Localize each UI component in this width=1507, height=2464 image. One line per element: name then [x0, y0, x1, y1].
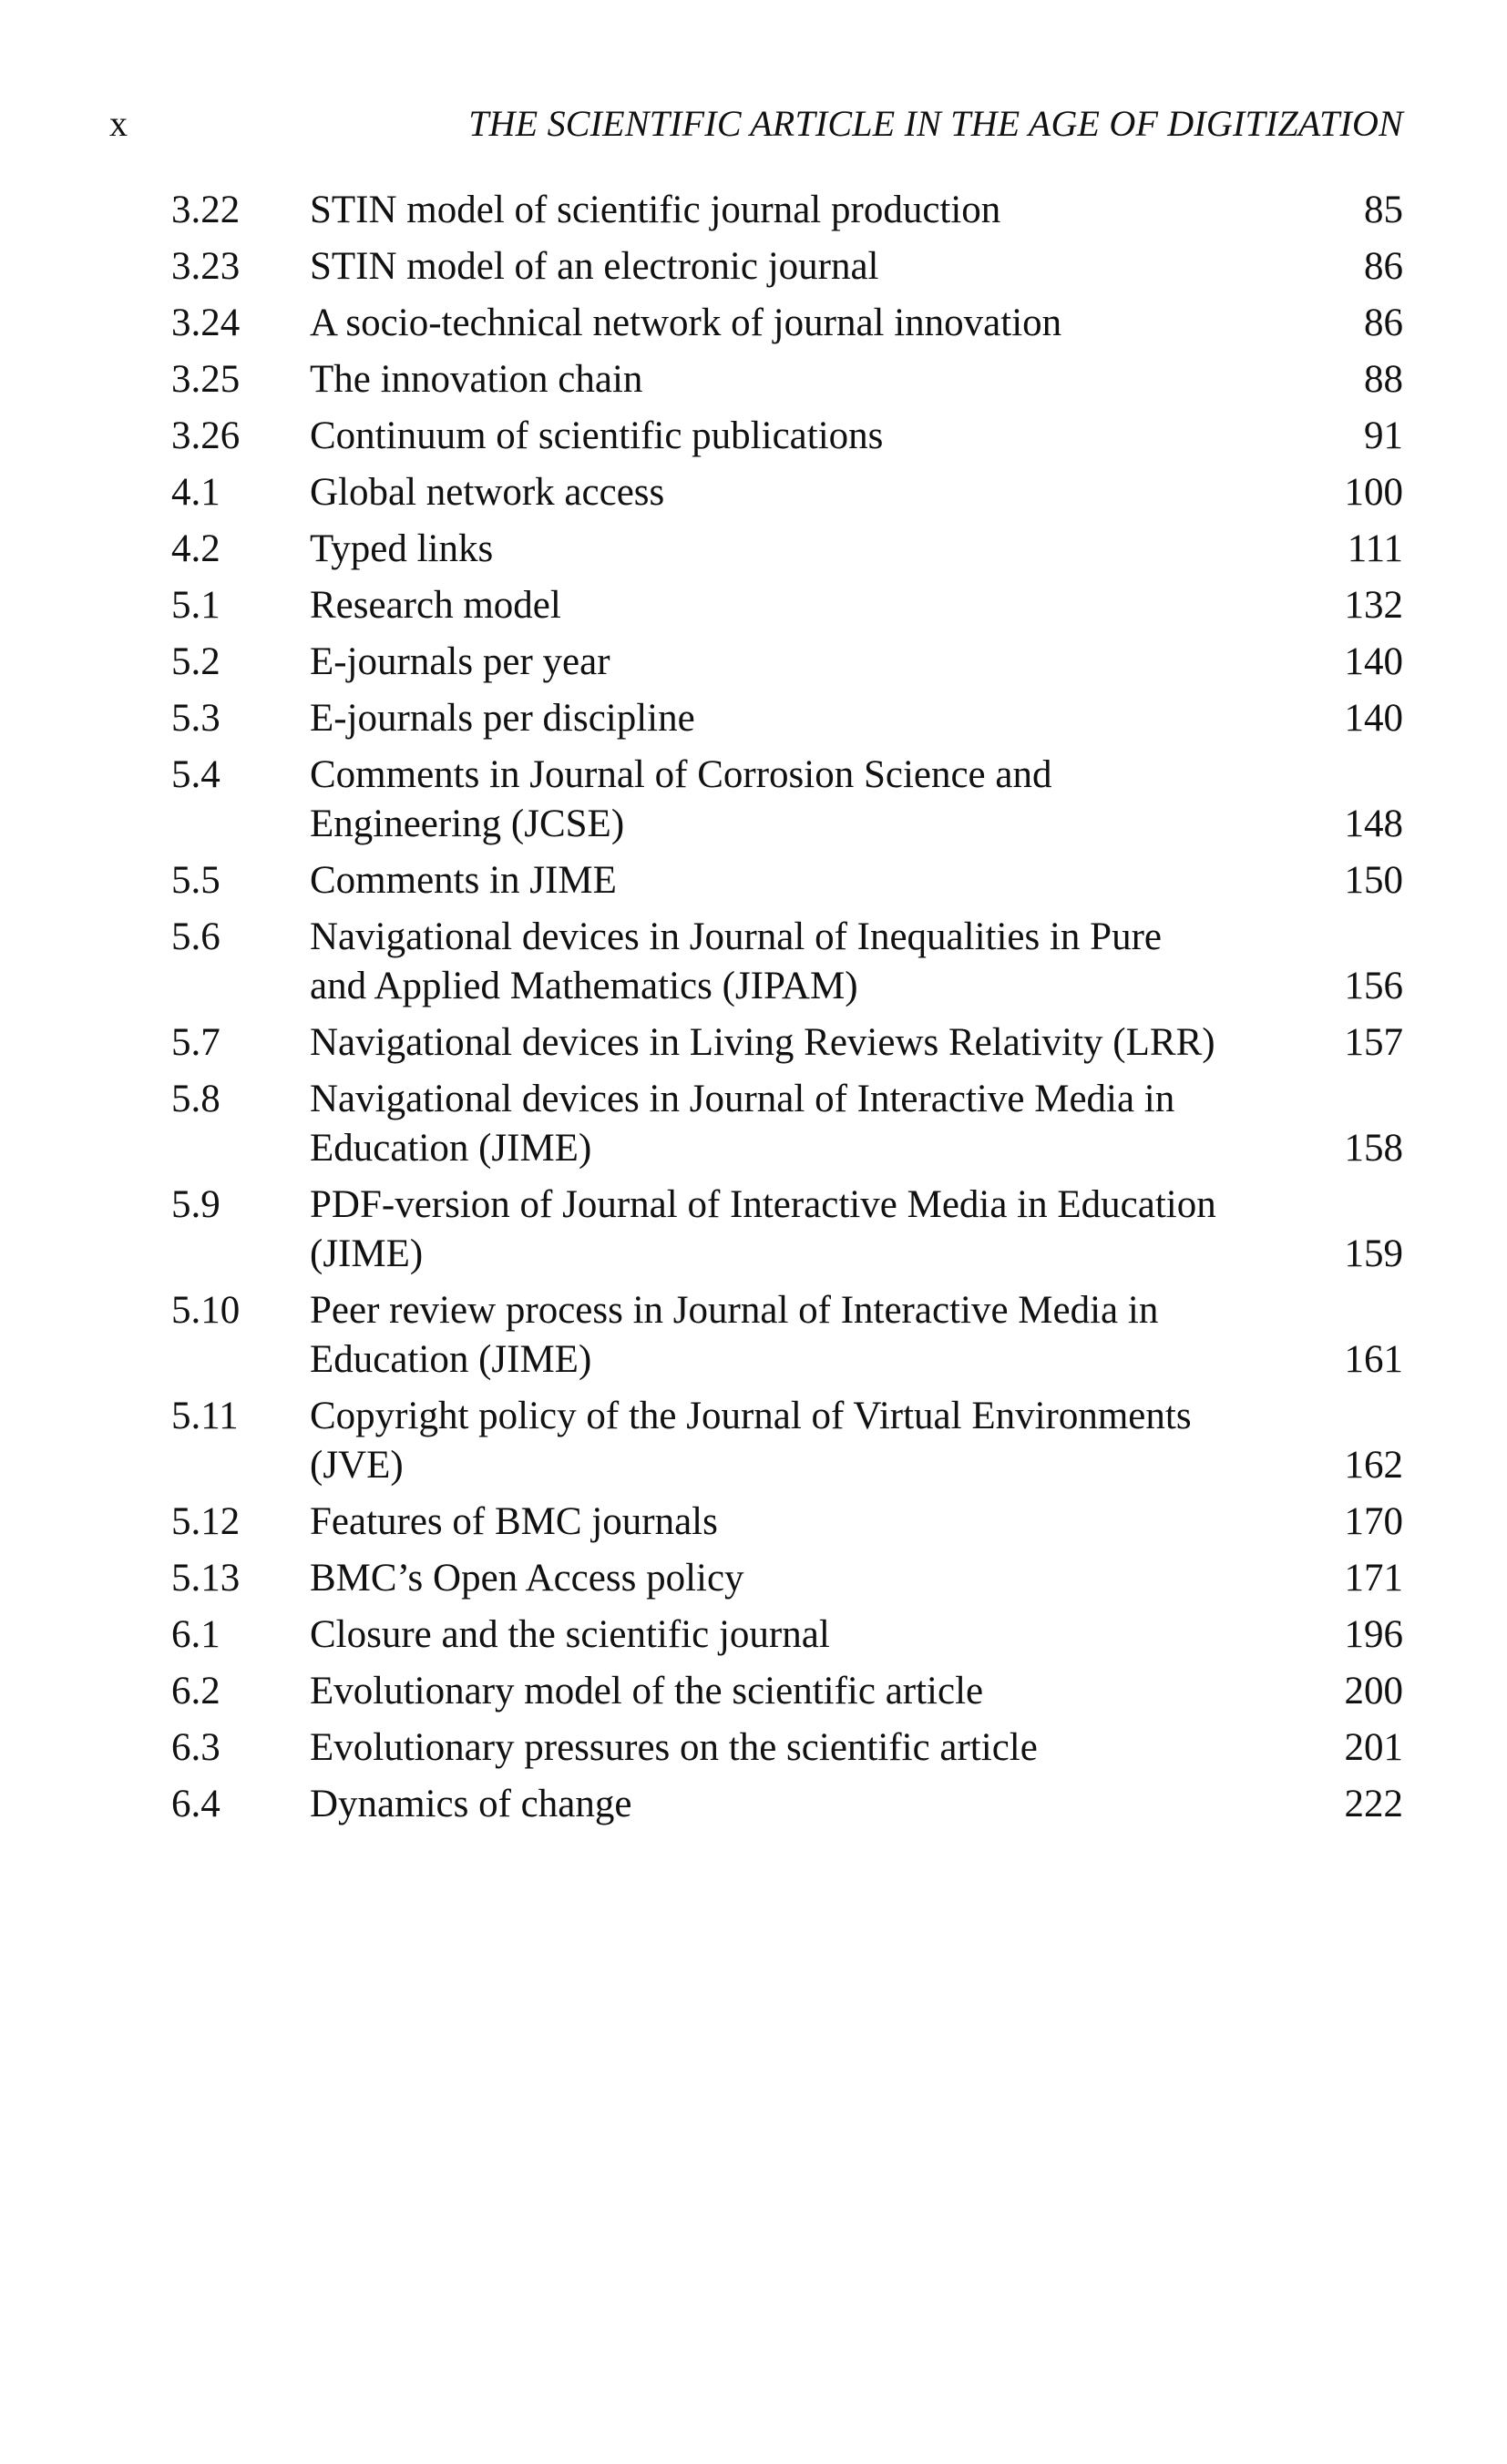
toc-entry [171, 1554, 1403, 1603]
entry-number: 4.1 [171, 471, 220, 514]
entry-page: 200 [1344, 1670, 1403, 1713]
toc-entry [171, 581, 1403, 630]
entry-number: 5.11 [171, 1395, 239, 1437]
toc-entry [171, 638, 1403, 687]
entry-page: 100 [1344, 471, 1403, 514]
entry-title: Features of BMC journals [310, 1500, 718, 1543]
toc-entry [171, 1286, 1403, 1385]
entry-page: 86 [1364, 245, 1403, 288]
entry-number: 5.12 [171, 1500, 241, 1543]
entry-title: E-journals per discipline [310, 697, 695, 740]
entry-title: STIN model of an electronic journal [310, 245, 879, 288]
toc-entry [171, 1075, 1403, 1173]
entry-title: E-journals per year [310, 640, 610, 683]
entry-number: 5.10 [171, 1289, 241, 1332]
entry-number: 6.2 [171, 1670, 220, 1713]
entry-page: 111 [1347, 527, 1403, 570]
entry-title: BMC’s Open Access policy [310, 1557, 744, 1600]
entry-number: 5.5 [171, 859, 220, 902]
entry-number: 3.25 [171, 358, 241, 401]
entry-number: 3.24 [171, 302, 241, 344]
entry-title: Evolutionary pressures on the scientific article [310, 1726, 1038, 1769]
toc-entry [171, 1181, 1403, 1279]
entry-number: 5.2 [171, 640, 220, 683]
toc-entry [171, 1498, 1403, 1547]
toc-entry [171, 1780, 1403, 1829]
entry-number: 5.9 [171, 1183, 220, 1226]
entry-title: Copyright policy of the Journal of Virtual Environments (JVE) [310, 1395, 1192, 1487]
toc-entry [171, 913, 1403, 1011]
entry-number: 5.1 [171, 584, 220, 627]
toc-entry [171, 299, 1403, 348]
entry-title: The innovation chain [310, 358, 643, 401]
toc-entry [171, 1610, 1403, 1660]
entry-page: 222 [1344, 1783, 1403, 1825]
entry-title: Continuum of scientific publications [310, 414, 884, 457]
toc-entry [171, 856, 1403, 905]
toc-entry [171, 1018, 1403, 1068]
running-head [109, 98, 1403, 149]
entry-number: 5.13 [171, 1557, 241, 1600]
entry-title: A socio-technical network of journal innovation [310, 302, 1062, 344]
entry-number: 5.4 [171, 753, 220, 796]
toc-entry [171, 242, 1403, 291]
entry-page: 170 [1344, 1500, 1403, 1543]
entry-title: PDF-version of Journal of Interactive Media in Education (JIME) [310, 1183, 1216, 1275]
entry-page: 161 [1344, 1338, 1403, 1381]
toc-entry [171, 525, 1403, 574]
toc-entry [171, 1667, 1403, 1716]
toc-entry [171, 694, 1403, 743]
entry-page: 159 [1344, 1232, 1403, 1275]
toc-entry [171, 1723, 1403, 1773]
list-of-figures [171, 186, 1403, 1836]
entry-number: 6.4 [171, 1783, 220, 1825]
entry-page: 156 [1344, 965, 1403, 1007]
toc-entry [171, 355, 1403, 404]
entry-page: 91 [1364, 414, 1403, 457]
entry-number: 5.6 [171, 915, 220, 958]
toc-entry [171, 1392, 1403, 1490]
entry-number: 6.3 [171, 1726, 220, 1769]
entry-title: STIN model of scientific journal production [310, 189, 1001, 231]
toc-entry [171, 412, 1403, 461]
entry-page: 132 [1344, 584, 1403, 627]
book-title: THE SCIENTIFIC ARTICLE IN THE AGE OF DIGITIZATION [468, 103, 1403, 144]
entry-title: Typed links [310, 527, 494, 570]
entry-page: 157 [1344, 1021, 1403, 1064]
entry-page: 140 [1344, 697, 1403, 740]
entry-title: Evolutionary model of the scientific article [310, 1670, 984, 1713]
toc-entry [171, 186, 1403, 235]
entry-page: 150 [1344, 859, 1403, 902]
entry-number: 4.2 [171, 527, 220, 570]
entry-number: 6.1 [171, 1613, 220, 1656]
entry-title: Closure and the scientific journal [310, 1613, 830, 1656]
entry-title: Comments in JIME [310, 859, 617, 902]
entry-title: Peer review process in Journal of Interactive Media in Education (JIME) [310, 1289, 1159, 1381]
entry-page: 171 [1344, 1557, 1403, 1600]
entry-page: 148 [1344, 803, 1403, 845]
entry-page: 140 [1344, 640, 1403, 683]
toc-entry [171, 751, 1403, 849]
entry-page: 88 [1364, 358, 1403, 401]
entry-title: Research model [310, 584, 561, 627]
toc-entry [171, 468, 1403, 517]
entry-title: Comments in Journal of Corrosion Science and Engineering (JCSE) [310, 753, 1052, 845]
entry-page: 158 [1344, 1127, 1403, 1170]
entry-number: 3.26 [171, 414, 241, 457]
entry-page: 85 [1364, 189, 1403, 231]
entry-page: 162 [1344, 1444, 1403, 1487]
entry-page: 196 [1344, 1613, 1403, 1656]
entry-title: Dynamics of change [310, 1783, 632, 1825]
entry-title: Navigational devices in Journal of Inequalities in Pure and Applied Mathematics (JIPAM) [310, 915, 1162, 1007]
page-folio: x [109, 103, 128, 144]
entry-number: 5.8 [171, 1078, 220, 1120]
entry-number: 3.22 [171, 189, 241, 231]
entry-title: Navigational devices in Living Reviews Relativity (LRR) [310, 1021, 1215, 1064]
entry-title: Global network access [310, 471, 665, 514]
entry-page: 86 [1364, 302, 1403, 344]
entry-page: 201 [1344, 1726, 1403, 1769]
entry-number: 5.7 [171, 1021, 220, 1064]
entry-number: 3.23 [171, 245, 241, 288]
entry-number: 5.3 [171, 697, 220, 740]
entry-title: Navigational devices in Journal of Interactive Media in Education (JIME) [310, 1078, 1175, 1170]
